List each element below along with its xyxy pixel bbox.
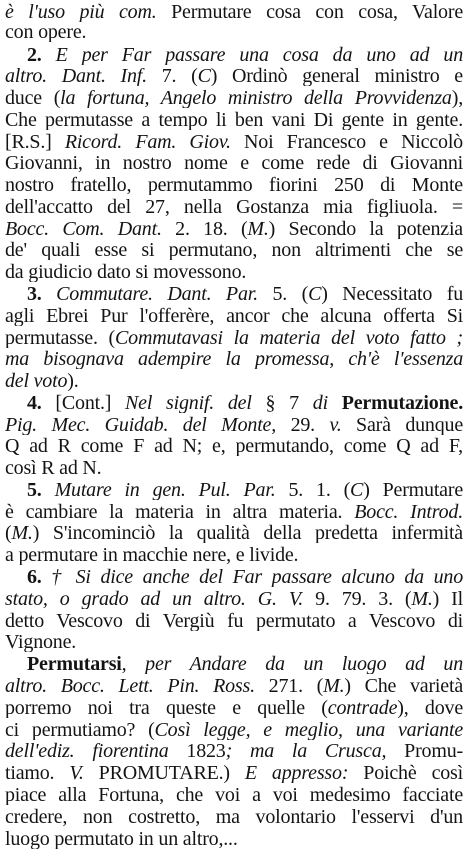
text-run: è cambiare la materia in altra materia.: [5, 502, 355, 522]
text-run: così R ad N.: [5, 458, 102, 478]
text-run: credere, non costretto, ma volontario l'esservi d'un: [5, 807, 463, 827]
text-line: [5, 349, 463, 369]
text-run: detto Vescovo di Vergiù fu permutato a Vescovo di: [5, 611, 463, 631]
text-run: con opere.: [5, 22, 87, 42]
text-run: dell'ediz. fiorentina: [5, 741, 169, 761]
text-run: 271. (: [254, 676, 324, 696]
text-run: altro. Dant. Inf.: [5, 66, 147, 86]
text-run: M.: [11, 523, 33, 543]
text-run: Mutare in gen. Pul. Par.: [41, 480, 276, 500]
text-run: altro. Bocc. Lett. Pin. Ross.: [5, 676, 255, 696]
text-line: [5, 45, 463, 65]
text-line: [5, 284, 463, 304]
text-line: [5, 2, 463, 22]
text-run: a permutare in macchie nere, e livide.: [5, 545, 299, 565]
text-run: 2.: [27, 45, 42, 65]
text-line: [5, 436, 463, 456]
text-run: Bocc. Com. Dant.: [5, 219, 162, 239]
text-run: E per Far passare una cosa da uno ad un: [41, 45, 463, 65]
text-run: Così legge, e meglio, una variante: [154, 720, 463, 740]
text-line: [5, 328, 463, 348]
text-line: [5, 523, 463, 543]
text-run: ) Ordinò general ministro e: [210, 66, 463, 86]
text-run: 7. (: [146, 66, 198, 86]
text-run: Promu-: [386, 741, 463, 761]
text-line: [5, 219, 463, 239]
text-run: § 7: [251, 393, 313, 413]
text-line: [5, 785, 463, 805]
text-run: ).: [67, 371, 79, 391]
text-run: 3.: [27, 284, 42, 304]
text-line: [5, 654, 463, 674]
text-run: nostro fratello, permutammo fiorini 250 di Monte: [5, 175, 463, 195]
text-run: Permutazione.: [327, 393, 463, 413]
text-run: Noi Francesco e Niccolò: [230, 132, 463, 152]
text-run: ; ma la Crusca,: [225, 741, 387, 761]
text-line: [5, 371, 463, 391]
text-line: [5, 240, 463, 260]
text-line: [5, 632, 463, 652]
text-run: Giovanni, in nostro nome e come rede di Giovanni: [5, 153, 463, 173]
text-run: v.: [329, 415, 342, 435]
text-run: contrade: [327, 698, 398, 718]
text-run: ) Che varietà: [344, 676, 463, 696]
text-run: M.: [323, 676, 345, 696]
text-run: 29.: [276, 415, 330, 435]
text-run: Sarà dunque: [341, 415, 463, 435]
text-run: 9. 79. 3. (: [303, 589, 412, 609]
text-run: ), dove: [397, 698, 463, 718]
text-line: [5, 611, 463, 631]
text-line: [5, 458, 463, 478]
text-run: ma bisognava adempire la promessa, ch'è l'essenza: [5, 349, 463, 369]
text-run: tiamo.: [5, 763, 70, 783]
text-line: [5, 567, 463, 587]
text-run: 4.: [27, 393, 42, 413]
text-line: [5, 110, 463, 130]
text-run: M.: [411, 589, 433, 609]
text-line: [5, 262, 463, 282]
text-run: è l'uso più com.: [5, 2, 157, 22]
text-run: Commutare. Dant. Par.: [41, 284, 258, 304]
text-run: (: [5, 523, 12, 543]
text-line: [5, 676, 463, 696]
text-line: [5, 132, 463, 152]
text-run: ) S'incominciò la qualità della predetta infermità: [32, 523, 463, 543]
text-run: permutasse. (: [5, 328, 116, 348]
text-run: Permutare cosa con cosa, Valore: [156, 2, 463, 22]
text-line: [5, 763, 463, 783]
text-run: [R.S.]: [5, 132, 65, 152]
text-line: [5, 545, 463, 565]
text-run: [Cont.]: [41, 393, 126, 413]
text-line: [5, 197, 463, 217]
text-run: la fortuna, Angelo ministro della Provvidenza: [60, 88, 452, 108]
text-run: ),: [451, 88, 463, 108]
text-run: PROMUTARE.): [83, 763, 245, 783]
text-run: 5. 1. (: [275, 480, 351, 500]
text-run: Ricord. Fam. Giov.: [64, 132, 231, 152]
text-line: [5, 589, 463, 609]
text-line: [5, 153, 463, 173]
text-run: stato, o grado ad un altro. G. V.: [5, 589, 304, 609]
text-line: [5, 415, 463, 435]
text-run: † Si dice anche del Far passare alcuno da uno: [41, 567, 463, 587]
text-run: Poichè così: [348, 763, 463, 783]
text-run: del voto: [5, 371, 68, 391]
text-run: dell'accatto del 27, nella Gostanza mia figliuola. =: [5, 197, 463, 217]
text-run: ) Permutare: [363, 480, 463, 500]
text-run: Nel signif. del: [125, 393, 252, 413]
text-run: C: [197, 66, 211, 86]
text-run: Vignone.: [5, 632, 77, 652]
text-line: [5, 306, 463, 326]
text-line: [5, 807, 463, 827]
text-run: da giudicio dato si movessono.: [5, 262, 247, 282]
text-run: 1823: [168, 741, 226, 761]
text-run: per Andare da un luogo ad un: [145, 654, 463, 674]
text-run: Che permutasse a tempo li ben vani Di gente in gente.: [5, 110, 463, 130]
text-run: ,: [121, 654, 146, 674]
text-line: [5, 66, 463, 86]
text-run: 5.: [27, 480, 42, 500]
text-run: M.: [247, 219, 269, 239]
text-line: [5, 720, 463, 740]
text-run: C: [350, 480, 364, 500]
text-run: 6.: [27, 567, 42, 587]
text-run: ) Il: [432, 589, 463, 609]
text-run: ) Secondo la potenzia: [268, 219, 463, 239]
text-line: [5, 22, 463, 42]
text-run: E appresso:: [244, 763, 349, 783]
text-line: [5, 393, 463, 413]
text-run: de' quali esse si permutano, non altrimenti che se: [5, 240, 463, 260]
text-run: luogo permutato in un altro,...: [5, 829, 238, 849]
text-run: ) Necessitato fu: [321, 284, 463, 304]
text-run: piace alla Fortuna, che voi a voi medesimo facciate: [5, 785, 463, 805]
text-run: 5. (: [257, 284, 309, 304]
text-line: [5, 175, 463, 195]
text-run: V.: [69, 763, 84, 783]
text-run: duce (: [5, 88, 61, 108]
text-line: [5, 88, 463, 108]
text-run: 2. 18. (: [161, 219, 248, 239]
text-run: di: [312, 393, 328, 413]
text-run: Permutarsi: [27, 654, 122, 674]
text-line: [5, 480, 463, 500]
text-run: Bocc. Introd.: [354, 502, 463, 522]
text-run: Commutavasi la materia del voto fatto ;: [115, 328, 463, 348]
text-line: [5, 829, 463, 849]
text-line: [5, 741, 463, 761]
text-run: agli Ebrei Pur l'offerère, ancor che alcuna offerta Si: [5, 306, 463, 326]
text-run: Pig. Mec. Guidab. del Monte,: [5, 415, 277, 435]
text-run: Q ad R come F ad N; e, permutando, come Q ad F,: [5, 436, 463, 456]
text-line: [5, 502, 463, 522]
text-run: porremo noi tra queste e quelle (: [5, 698, 328, 718]
text-line: [5, 698, 463, 718]
text-run: C: [308, 284, 322, 304]
text-run: ci permutiamo? (: [5, 720, 155, 740]
